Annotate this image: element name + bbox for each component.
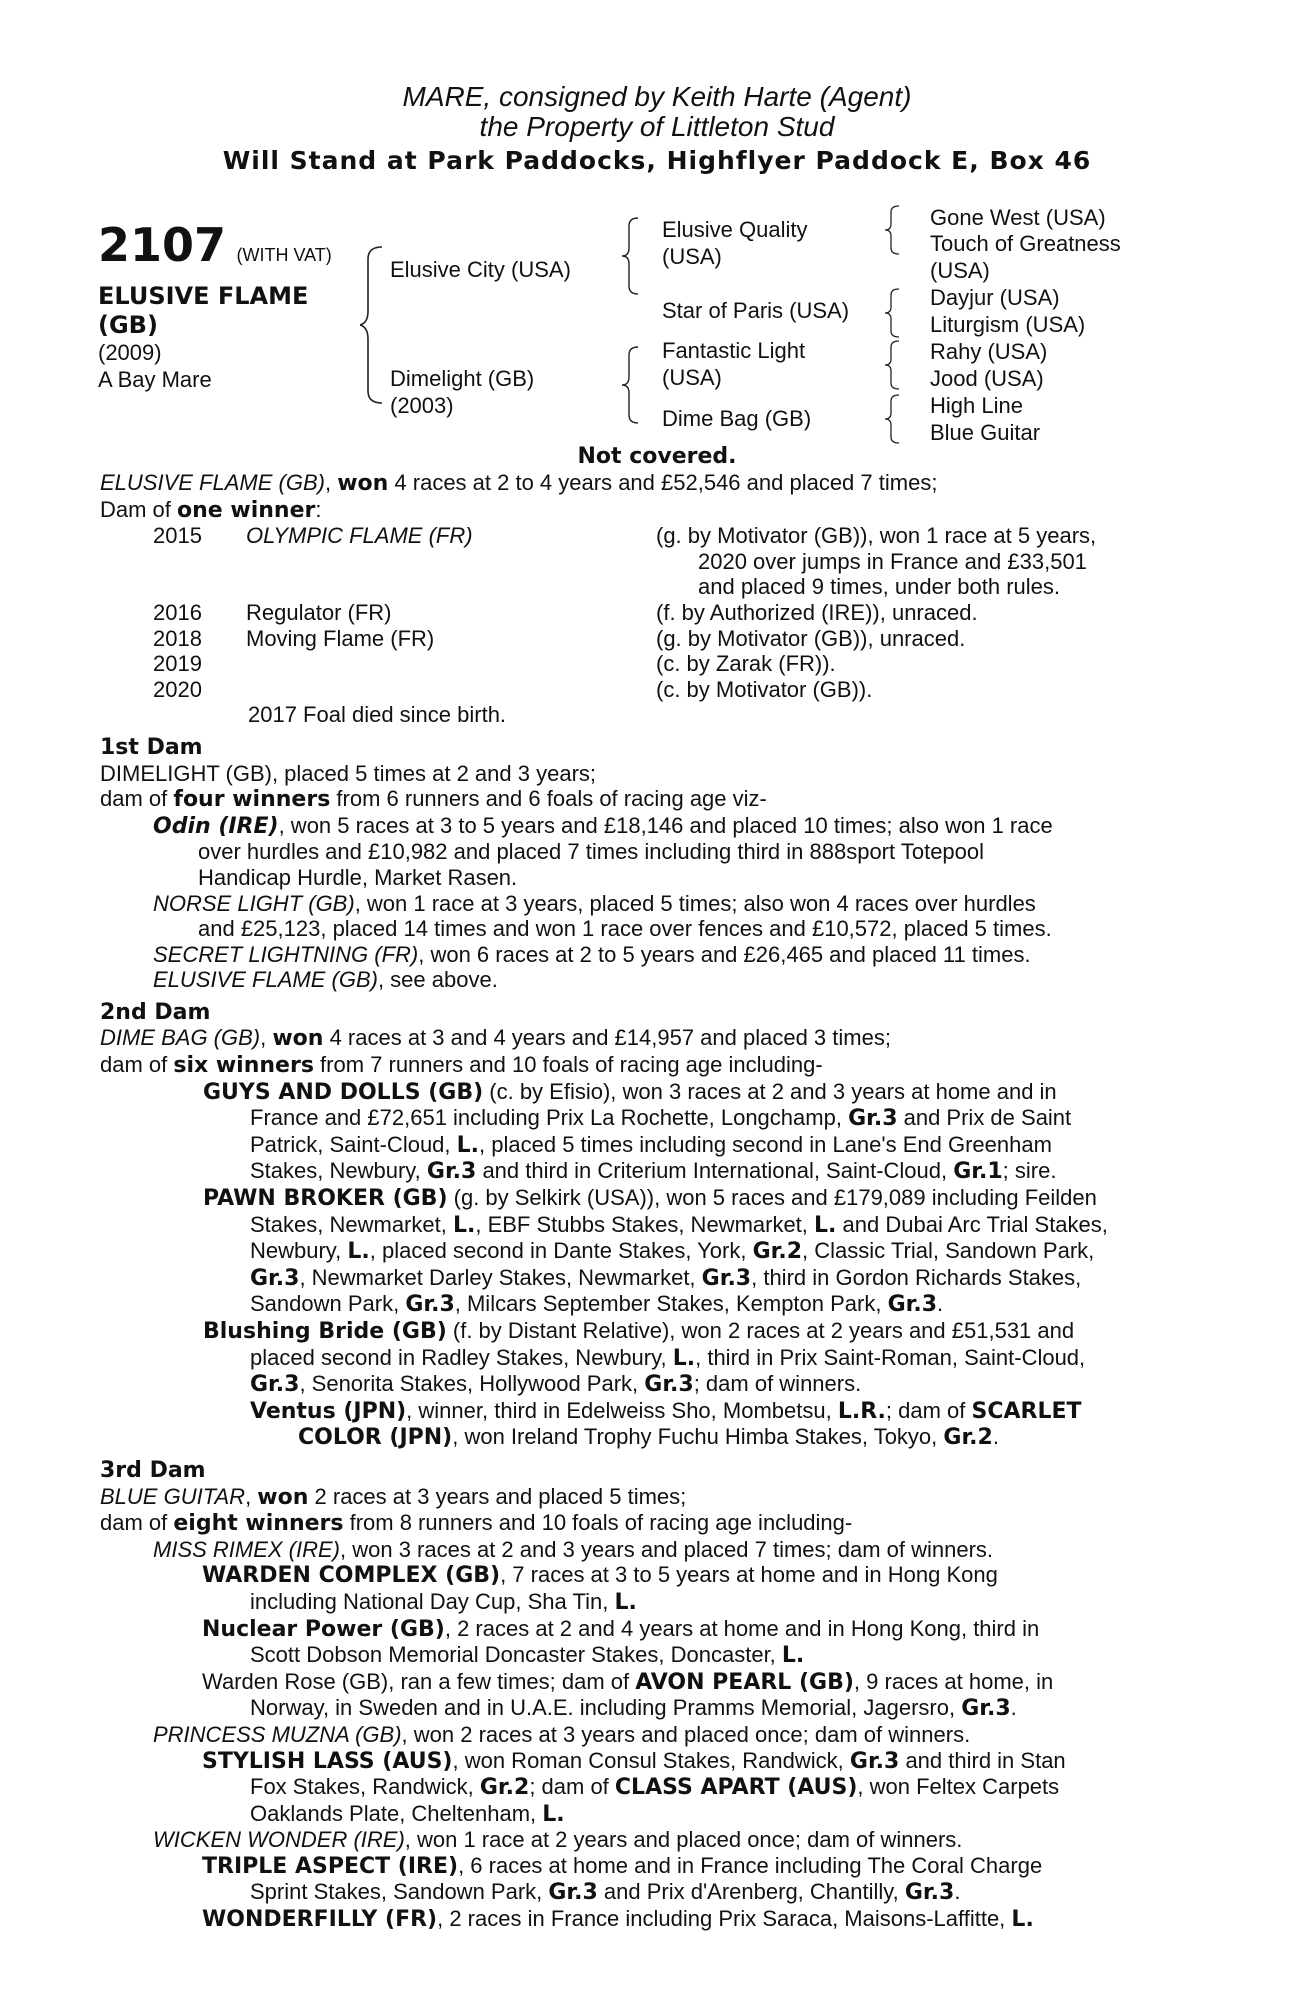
elusive-flame-entry: ELUSIVE FLAME (GB), see above. — [153, 967, 498, 993]
pedigree-brace-3b — [885, 287, 903, 339]
pedigree-dss: Rahy (USA) — [930, 339, 1048, 364]
produce-row: 2019 (c. by Zarak (FR)). — [153, 651, 836, 677]
catalogue-body: ELUSIVE FLAME (GB), won 4 races at 2 to 4 years and £52,546 and placed 7 times; Dam of one winner: 2015 OLYMPIC FLAME (FR) (g. by Motivator (GB)), won 1 race at 5 years, 2020 over jumps in France and £33,501 and placed 9 times, under both rules. 2016 Regulator (FR) (f. by Authorized (IRE)), unraced. 2018 Moving Flame (FR) (g. by Motivator (GB)), unraced. 2019 (c. by Zarak (FR)). 2020 (c. by Motivator (GB)). 2017 Foal died since birth. 1st Dam DIMELIGHT (GB), placed 5 times at 2 and 3 years; dam of four winners from 6 runners and 6 foals of racing age viz- Odin (IRE), won 5 races at 3 to 5 years and £18,146 and placed 10 times; also won 1 race over hurdles and £10,982 and placed 7 times including third in 888sport Totepool Handicap Hurdle, Market Rasen. NORSE LIGHT (GB), won 1 race at 3 years, placed 5 times; also won 4 races over hurdles and £25,123, placed 14 times and won 1 race over fences and £10,572, placed 5 times. SECRET LIGHTNING (FR), won 6 races at 2 to 5 years and £26,465 and placed 11 times. ELUSIVE FLAME (GB), see above. 2nd Dam DIME BAG (GB), won 4 races at 3 and 4 years and £14,957 and placed 3 times; dam of six winners from 7 runners and 10 foals of racing age including- GUYS AND DOLLS (GB) (c. by Efisio), won 3 races at 2 and 3 years at home and in France and £72,651 including Prix La Rochette, Longchamp, Gr.3 and Prix de Saint Patrick, Saint-Cloud, L., placed 5 times including second in Lane's End Greenham Stakes, Newbury, Gr.3 and third in Criterium International, Saint-Cloud, Gr.1; sire. PAWN BROKER (GB) (g. by Selkirk (USA)), won 5 races and £179,089 including Feilden Stakes, Newmarket, L., EBF Stubbs Stakes, Newmarket, L. and Dubai Arc Trial Stakes, Newbury, L., placed second in Dante Stakes, York, Gr.2, Classic Trial, Sandown Park, Gr.3, Newmarket Darley Stakes, Newmarket, Gr.3, third in Gordon Richards Stakes, Sandown Park, Gr.3, Milcars September Stakes, Kempton Park, Gr.3. Blushing Bride (GB) (f. by Distant Relative), won 2 races at 2 years and £51,531 and placed second in Radley Stakes, Newbury, L., third in Prix Saint-Roman, Saint-Cloud, Gr.3, Senorita Stakes, Hollywood Park, Gr.3; dam of winners. Ventus (JPN), winner, third in Edelweiss Sho, Mombetsu, L.R.; dam of SCARLET COLOR (JPN), won Ireland Trophy Fuchu Himba Stakes, Tokyo, Gr.2. 3rd Dam BLUE GUITAR, won 2 races at 3 years and placed 5 times; dam of eight winners from 8 runners and 10 foals of racing age including- MISS RIMEX (IRE), won 3 races at 2 and 3 years and placed 7 times; dam of winners. WARDEN COMPLEX (GB), 7 races at 3 to 5 years at home and in Hong Kong including National Day Cup, Sha Tin, L. Nuclear Power (GB), 2 races at 2 and 4 years at home and in Hong Kong, third in Scott Dobson Memorial Doncaster Stakes, Doncaster, L. Warden Rose (GB), ran a few times; dam of AVON PEARL (GB), 9 races at home, in Norway, in Sweden and in U.A.E. including Pramms Memorial, Jagersro, Gr.3. PRINCESS MUZNA (GB), won 2 races at 3 years and placed once; dam of winners. STYLISH LASS (AUS), won Roman Consul Stakes, Randwick, Gr.3 and third in Stan Fox Stakes, Randwick, Gr.2; dam of CLASS APART (AUS), won Feltex Carpets Oaklands Plate, Cheltenham, L. WICKEN WONDER (IRE), won 1 race at 2 years and placed once; dam of winners. TRIPLE ASPECT (IRE), 6 races at home and in France including The Coral Charge Sprint Stakes, Sandown Park, Gr.3 and Prix d'Arenberg, Chantilly, Gr.3. WONDERFILLY (FR), 2 races in France including Prix Saraca, Maisons-Laffitte, L. — [100, 470, 1210, 1933]
property-line: the Property of Littleton Stud — [479, 111, 835, 142]
second-dam-heading: 2nd Dam — [100, 999, 211, 1025]
race-record: ELUSIVE FLAME (GB), won 4 races at 2 to 4 years and £52,546 and placed 7 times; — [100, 470, 938, 496]
guys-and-dolls-entry: GUYS AND DOLLS (GB) (c. by Efisio), won 3 races at 2 and 3 years at home and in — [203, 1078, 1057, 1105]
pedigree-brace-3a — [885, 204, 903, 256]
lot-number: 2107 — [98, 218, 227, 272]
pedigree-ssd-1: Touch of Greatness — [930, 231, 1121, 256]
pedigree-ssd-2: (USA) — [930, 258, 990, 283]
produce-row: 2020 (c. by Motivator (GB)). — [153, 676, 873, 702]
horse-description: A Bay Mare — [98, 367, 212, 392]
pedigree-brace-3d — [885, 393, 903, 445]
pedigree-ss-2: (USA) — [662, 244, 722, 269]
pedigree-ds-1: Fantastic Light — [662, 338, 806, 363]
ventus-entry: Ventus (JPN), winner, third in Edelweiss Sho, Mombetsu, L.R.; dam of SCARLET — [250, 1397, 1082, 1424]
first-dam-heading: 1st Dam — [100, 734, 203, 760]
warden-rose-entry: Warden Rose (GB), ran a few times; dam of AVON PEARL (GB), 9 races at home, in — [202, 1668, 1054, 1695]
pedigree-ddd: Blue Guitar — [930, 420, 1041, 445]
triple-aspect-entry: TRIPLE ASPECT (IRE), 6 races at home and in France including The Coral Charge — [202, 1852, 1043, 1879]
pedigree-sds: Dayjur (USA) — [930, 285, 1060, 310]
produce-row: 2016 Regulator (FR) (f. by Authorized (IRE)), unraced. — [153, 599, 978, 625]
produce-row: 2015 OLYMPIC FLAME (FR) (g. by Motivator (GB)), won 1 race at 5 years, 2020 over jumps in France and £33,501 and placed 9 times, under both rules. — [153, 523, 1097, 600]
produce-row: 2018 Moving Flame (FR) (g. by Motivator (GB)), unraced. — [153, 625, 966, 651]
pedigree-brace-3c — [885, 339, 903, 391]
odin-entry: Odin (IRE), won 5 races at 3 to 5 years and £18,146 and placed 10 times; also won 1 race — [153, 812, 1053, 839]
third-dam-produce-summary: dam of eight winners from 8 runners and 10 foals of racing age including- — [100, 1510, 853, 1537]
pedigree-sdd: Liturgism (USA) — [930, 312, 1086, 337]
pawn-broker-entry: PAWN BROKER (GB) (g. by Selkirk (USA)), won 5 races and £179,089 including Feilden — [203, 1185, 1097, 1212]
miss-rimex-entry: MISS RIMEX (IRE), won 3 races at 2 and 3 years and placed 7 times; dam of winners. — [153, 1536, 994, 1562]
third-dam-line: BLUE GUITAR, won 2 races at 3 years and placed 5 times; — [100, 1483, 687, 1510]
pedigree-dam-1: Dimelight (GB) — [390, 366, 535, 391]
pedigree-sd: Star of Paris (USA) — [662, 298, 850, 323]
horse-name-2: (GB) — [98, 311, 158, 339]
blushing-bride-entry: Blushing Bride (GB) (f. by Distant Relative), won 2 races at 2 years and £51,531 and — [203, 1318, 1075, 1344]
horse-year: (2009) — [98, 340, 162, 365]
location-line: Will Stand at Park Paddocks, Highflyer Paddock E, Box 46 — [222, 146, 1092, 175]
first-dam-produce-summary: dam of four winners from 6 runners and 6 foals of racing age viz- — [100, 786, 767, 813]
pedigree-dd: Dime Bag (GB) — [662, 406, 812, 431]
foal-died-note: 2017 Foal died since birth. — [248, 702, 507, 728]
lot-number-block — [98, 218, 332, 272]
first-dam-line: DIMELIGHT (GB), placed 5 times at 2 and 3 years; — [100, 760, 597, 786]
norse-light-entry: NORSE LIGHT (GB), won 1 race at 3 years, placed 5 times; also won 4 races over hurdles — [153, 890, 1036, 916]
secret-lightning-entry: SECRET LIGHTNING (FR), won 6 races at 2 to 5 years and £26,465 and placed 11 times. — [153, 941, 1031, 967]
consignor-line: MARE, consigned by Keith Harte (Agent) — [402, 81, 912, 112]
vat-note: (WITH VAT) — [236, 245, 332, 265]
wonderfilly-entry: WONDERFILLY (FR), 2 races in France including Prix Saraca, Maisons-Laffitte, L. — [202, 1906, 1034, 1933]
princess-muzna-entry: PRINCESS MUZNA (GB), won 2 races at 3 years and placed once; dam of winners. — [153, 1721, 971, 1747]
pedigree-ss-1: Elusive Quality — [662, 217, 808, 242]
second-dam-produce-summary: dam of six winners from 7 runners and 10 foals of racing age including- — [100, 1052, 823, 1079]
third-dam-heading: 3rd Dam — [100, 1457, 206, 1483]
stylish-lass-entry: STYLISH LASS (AUS), won Roman Consul Stakes, Randwick, Gr.3 and third in Stan — [202, 1747, 1066, 1774]
pedigree-brace-1 — [360, 245, 390, 405]
pedigree-dds: High Line — [930, 393, 1023, 418]
warden-complex-entry: WARDEN COMPLEX (GB), 7 races at 3 to 5 years at home and in Hong Kong — [202, 1562, 998, 1589]
wicken-wonder-entry: WICKEN WONDER (IRE), won 1 race at 2 years and placed once; dam of winners. — [153, 1827, 963, 1853]
pedigree-dsd: Jood (USA) — [930, 366, 1044, 391]
pedigree-dam-2: (2003) — [390, 393, 454, 418]
not-covered: Not covered. — [577, 444, 737, 469]
pedigree-sire: Elusive City (USA) — [390, 257, 571, 282]
pedigree-brace-2a — [622, 216, 642, 296]
pedigree-brace-2b — [622, 345, 642, 425]
horse-name-1: ELUSIVE FLAME — [98, 282, 309, 310]
second-dam-line: DIME BAG (GB), won 4 races at 3 and 4 years and £14,957 and placed 3 times; — [100, 1025, 891, 1052]
pedigree-sss: Gone West (USA) — [930, 205, 1106, 230]
pedigree-ds-2: (USA) — [662, 365, 722, 390]
dam-of-line: Dam of one winner: — [100, 496, 322, 523]
nuclear-power-entry: Nuclear Power (GB), 2 races at 2 and 4 years at home and in Hong Kong, third in — [202, 1615, 1040, 1642]
